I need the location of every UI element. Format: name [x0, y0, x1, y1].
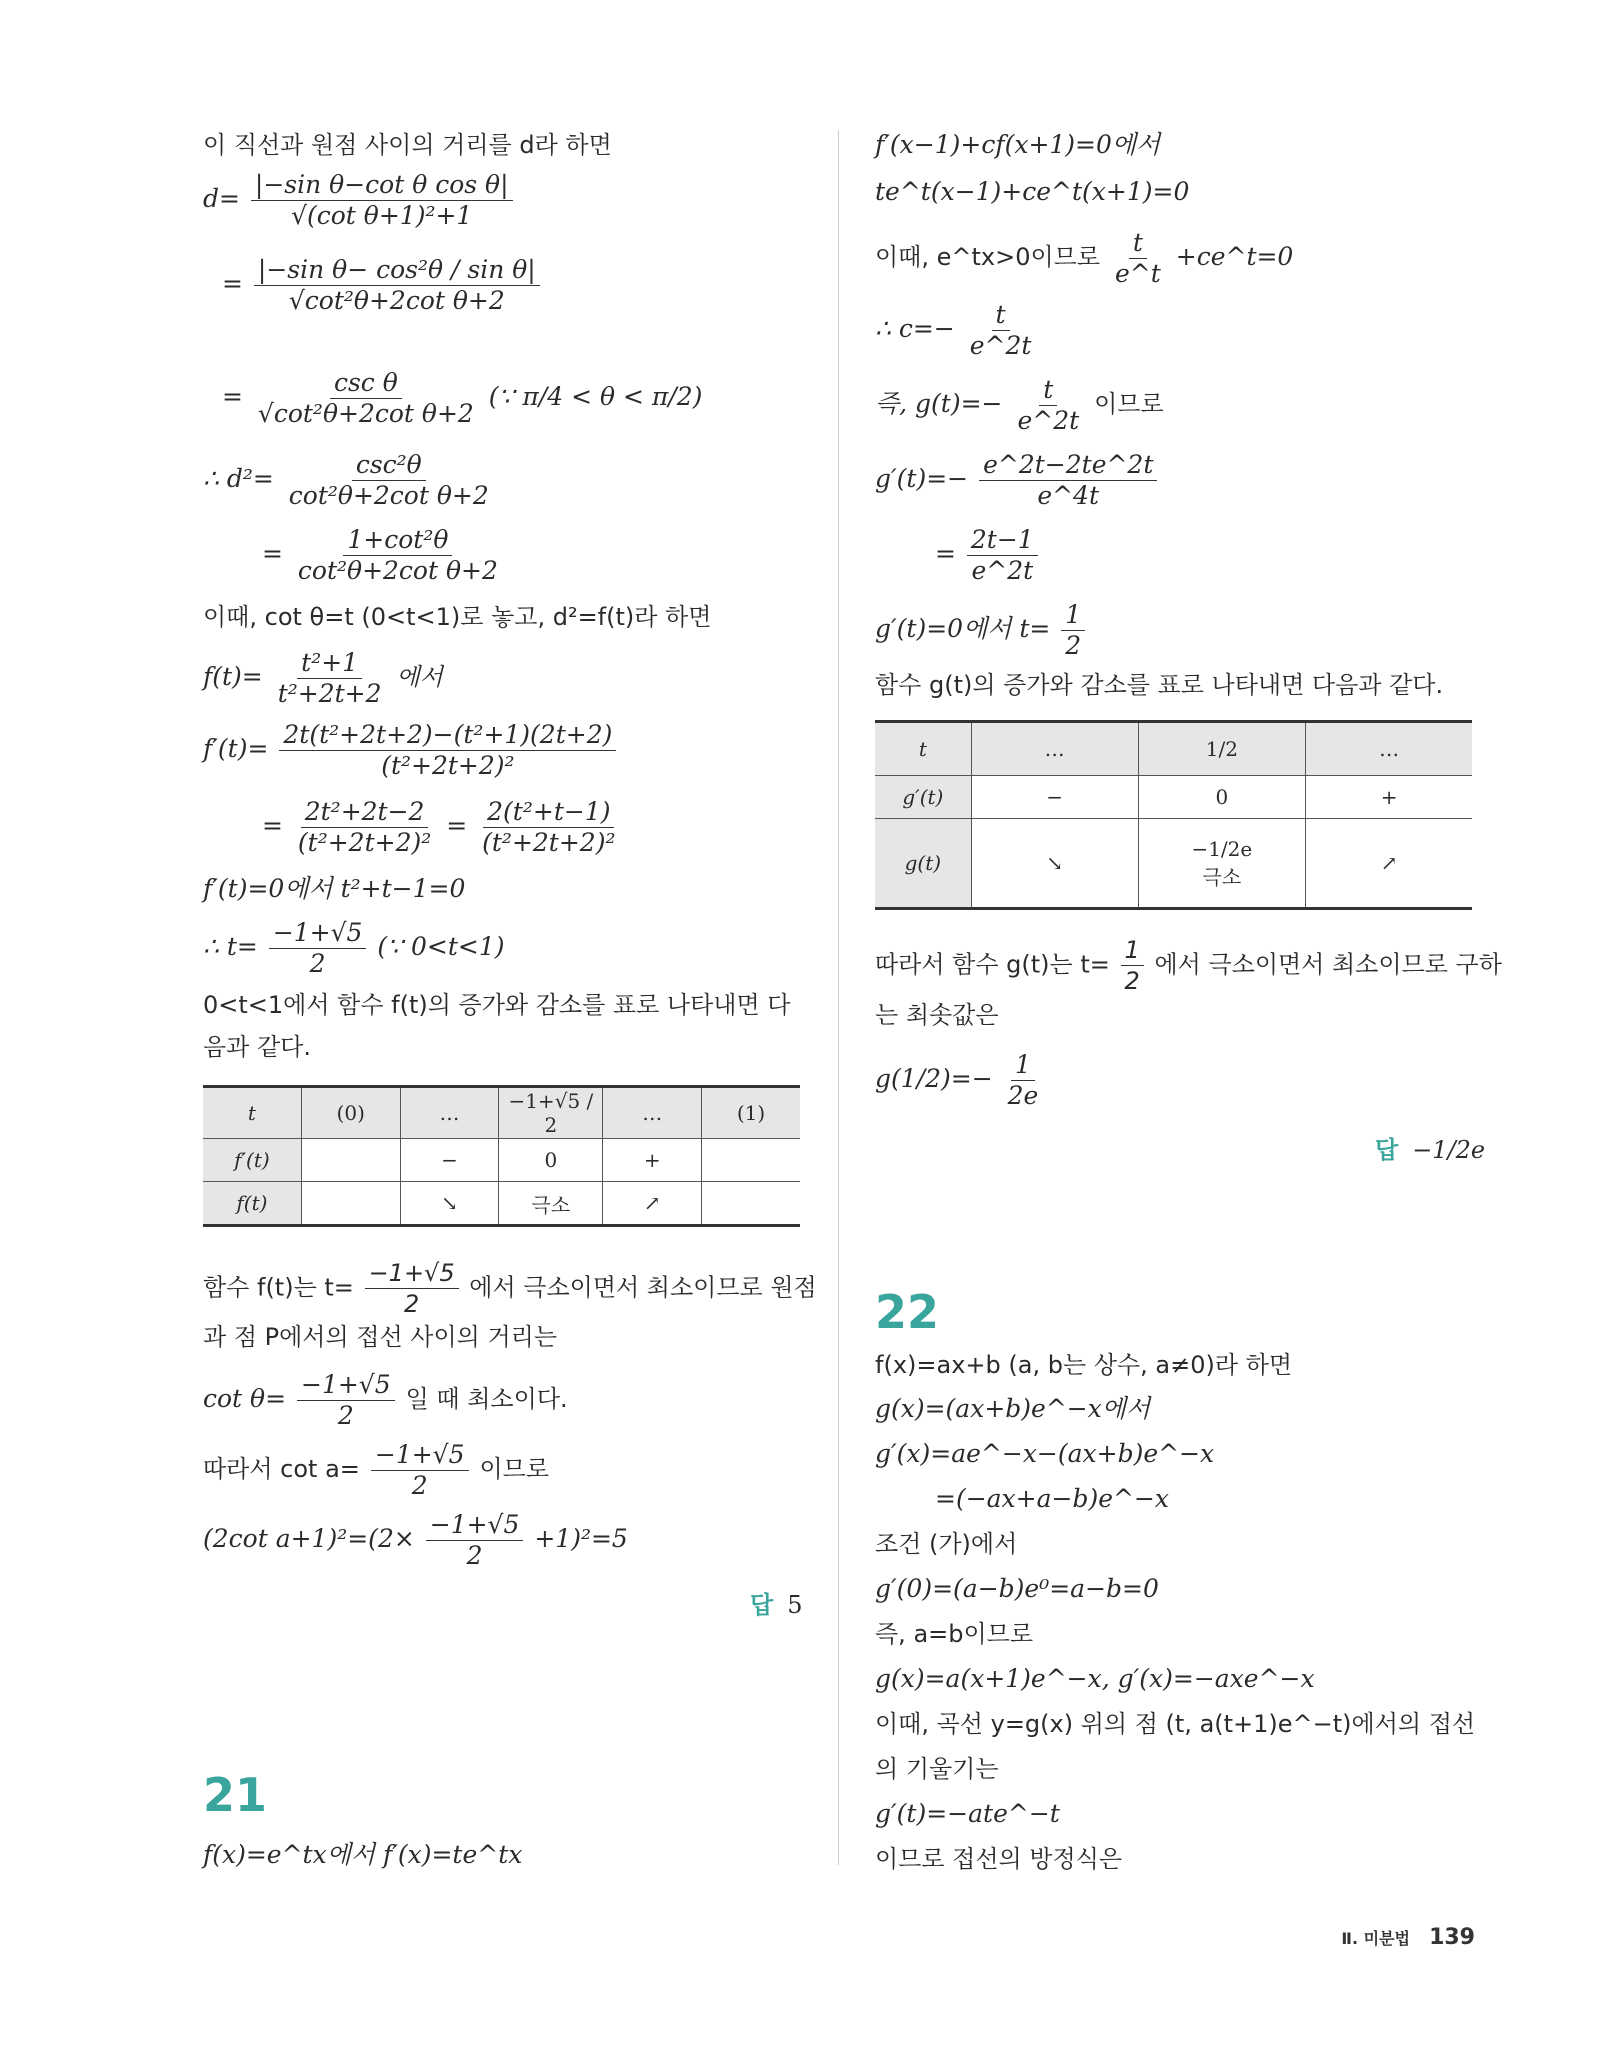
answer-value: 5 [787, 1591, 803, 1619]
r-line-3: 이때, e^tx>0이므로 $\frac{t}{e\^{}t}$ +ce^t=0 [875, 228, 1294, 288]
r-line-10: 따라서 함수 g(t)는 t= $\frac{1}{2}$ 에서 극소이면서 최소이므로 구하 [875, 936, 1502, 995]
answer-20 [750, 1585, 802, 1620]
problem-21-line: f(x)=e^tx에서 f′(x)=te^tx [203, 1840, 523, 1869]
substitution-line: 이때, cot θ=t (0<t<1)로 놓고, d²=f(t)라 하면 [203, 603, 712, 631]
r-line-6: g′(t)=− $\frac{e\^{}2t-2te\^{}2t}{e\^{}4t}$ [875, 450, 1160, 511]
r-line-2: te^t(x−1)+ce^t(x+1)=0 [875, 177, 1190, 206]
fraction: $\frac{\text{csc²θ}}{\text{cot²θ+2cot θ+2}}$ [288, 450, 489, 510]
s-line-4: =(−ax+a−b)e^−x [935, 1484, 1169, 1513]
fraction: $\frac{\text{2(t²+t−1)}}{\text{(t²+2t+2)²}}$ [482, 797, 616, 857]
answer-21 [1375, 1130, 1485, 1165]
s-line-1: f(x)=ax+b (a, b는 상수, a≠0)라 하면 [875, 1351, 1293, 1379]
r-line-11: 는 최솟값은 [875, 1001, 999, 1029]
r-line-12: g(1/2)=− $\frac{1}{2e}$ [875, 1050, 1045, 1111]
increase-decrease-table-f [203, 1085, 800, 1227]
d-squared-eq-2: = $\frac{\text{1+cot²θ}}{\text{cot²θ+2cot θ+2}}$ [262, 525, 505, 586]
condition-note: (∵ π/4 < θ < π/2) [488, 382, 703, 411]
page-number: 139 [1429, 1925, 1475, 1950]
f-derivative-2: = $\frac{\text{2t²+2t−2}}{\text{(t²+2t+2)²}}$ = $\frac{\text{2(t²+t−1)}}{\text{(t²+2t+2)²}}$ [262, 797, 622, 858]
fraction: $\frac{\text{|−sin θ−cot θ cos θ|}}{\text{√(cot θ+1)²+1}}$ [251, 170, 513, 231]
problem-number-21: 21 [203, 1768, 268, 1822]
s-line-2: g(x)=(ax+b)e^−x에서 [875, 1394, 1151, 1423]
fraction: $\frac{-1+√5}{2}$ [426, 1510, 524, 1571]
fraction: $\frac{1}{2}$ [1121, 935, 1144, 996]
s-line-3: g′(x)=ae^−x−(ax+b)e^−x [875, 1439, 1215, 1468]
distance-eq-1 [203, 170, 516, 231]
s-line-9: 이때, 곡선 y=g(x) 위의 점 (t, a(t+1)e^−t)에서의 접선 [875, 1710, 1476, 1738]
s-line-6: g′(0)=(a−b)e⁰=a−b=0 [875, 1574, 1159, 1603]
fraction: $\frac{-1+√5}{2}$ [371, 1440, 469, 1501]
page-footer [1341, 1925, 1475, 1950]
s-line-12: 이므로 접선의 방정식은 [875, 1845, 1123, 1873]
fraction: $\frac{\text{2t(t²+2t+2)−(t²+1)(2t+2)}}{\text{(t²+2t+2)²}}$ [279, 720, 616, 781]
r-line-5: 즉, g(t)=− $\frac{t}{e\^{}2t}$ 이므로 [875, 375, 1164, 435]
min-value: −1/2e [1191, 836, 1253, 861]
fraction: $\frac{1}{2}$ [1061, 600, 1085, 661]
table-row: f(t) ↘ 극소 ↗ [203, 1182, 800, 1226]
f-derivative-1: f′(t)= $\frac{\text{2t(t²+2t+2)−(t²+1)(2t+2)}}{\text{(t²+2t+2)²}}$ [203, 720, 619, 781]
chapter-label: Ⅱ. 미분법 [1341, 1929, 1410, 1948]
table-row: f′(t) − 0 + [203, 1139, 800, 1182]
fraction: $\frac{\text{|−sin θ− cos²θ / sin θ|}}{\text{√cot²θ+2cot θ+2}}$ [254, 255, 540, 316]
r-line-4: ∴ c=− $\frac{t}{e\^{}2t}$ [875, 300, 1038, 361]
t-solution: ∴ t= $\frac{-1+√5}{2}$ (∵ 0<t<1) [203, 918, 505, 978]
d-squared-eq-1: ∴ d²= $\frac{\text{csc²θ}}{\text{cot²θ+2cot θ+2}}$ [203, 450, 496, 511]
fraction: $\frac{\text{csc θ}}{\text{√cot²θ+2cot θ+2}}$ [257, 368, 474, 428]
conclusion-line-4: 따라서 cot a= $\frac{-1+√5}{2}$ 이므로 [203, 1440, 550, 1500]
conclusion-line-1: 함수 f(t)는 t= $\frac{-1+√5}{2}$ 에서 극소이면서 최소이므로 원점 [203, 1259, 817, 1318]
answer-value: −1/2e [1412, 1136, 1486, 1164]
answer-tag: 답 [750, 1591, 774, 1619]
table-row: t … 1/2 … [875, 722, 1472, 776]
s-line-5: 조건 (가)에서 [875, 1530, 1018, 1558]
s-line-8: g(x)=a(x+1)e^−x, g′(x)=−axe^−x [875, 1664, 1315, 1693]
f-derivative-zero: f′(t)=0에서 t²+t−1=0 [203, 874, 466, 903]
s-line-7: 즉, a=b이므로 [875, 1620, 1034, 1648]
fraction: $\frac{-1+√5}{2}$ [365, 1258, 459, 1319]
problem-number-22: 22 [875, 1285, 940, 1339]
fraction: $\frac{\text{t²+1}}{\text{t²+2t+2}}$ [277, 648, 382, 708]
s-line-11: g′(t)=−ate^−t [875, 1799, 1060, 1828]
conclusion-line-2: 과 점 P에서의 접선 사이의 거리는 [203, 1323, 558, 1351]
s-line-10: 의 기울기는 [875, 1755, 999, 1783]
min-label: 극소 [1202, 864, 1242, 889]
distance-eq-3: = $\frac{\text{csc θ}}{\text{√cot²θ+2cot θ+2}}$ (∵ π/4 < θ < π/2) [222, 368, 703, 428]
fraction: $\frac{2t-1}{e\^{}2t}$ [967, 525, 1038, 586]
fraction: $\frac{1}{2e}$ [1007, 1050, 1039, 1110]
eq-lhs: d= [203, 184, 240, 213]
table-row: g′(t) − 0 + [875, 776, 1472, 819]
fraction: $\frac{-1+√5}{2}$ [297, 1370, 395, 1431]
fraction: $\frac{e\^{}2t-2te\^{}2t}{e\^{}4t}$ [979, 450, 1157, 511]
column-divider [838, 130, 839, 1865]
r-line-7: = $\frac{2t-1}{e\^{}2t}$ [935, 525, 1041, 586]
distance-intro: 이 직선과 원점 사이의 거리를 d라 하면 [203, 131, 612, 159]
f-definition: f(t)= $\frac{\text{t²+1}}{\text{t²+2t+2}}$ 에서 [203, 648, 443, 708]
fraction: $\frac{t}{e\^{}t}$ [1115, 228, 1161, 288]
distance-eq-2: = $\frac{\text{|−sin θ− cos²θ / sin θ|}}{\text{√cot²θ+2cot θ+2}}$ [222, 255, 543, 316]
table-intro-2: 음과 같다. [203, 1033, 311, 1061]
r-table-intro: 함수 g(t)의 증가와 감소를 표로 나타내면 다음과 같다. [875, 671, 1444, 699]
table-intro-1: 0<t<1에서 함수 f(t)의 증가와 감소를 표로 나타내면 다 [203, 991, 791, 1019]
table-row: t (0) … −1+√5 / 2 … (1) [203, 1087, 800, 1139]
table-row: g(t) ↘ −1/2e 극소 ↗ [875, 819, 1472, 909]
conclusion-line-3: cot θ= $\frac{-1+√5}{2}$ 일 때 최소이다. [203, 1370, 568, 1430]
conclusion-line-5: (2cot a+1)²=(2× $\frac{-1+√5}{2}$ +1)²=5 [203, 1510, 628, 1570]
r-line-8: g′(t)=0에서 t= $\frac{1}{2}$ [875, 600, 1088, 661]
fraction: $\frac{-1+√5}{2}$ [269, 918, 367, 979]
fraction: $\frac{t}{e\^{}2t}$ [1017, 375, 1080, 435]
r-line-1: f′(x−1)+cf(x+1)=0에서 [875, 130, 1161, 159]
increase-decrease-table-g [875, 720, 1472, 910]
fraction: $\frac{t}{e\^{}2t}$ [969, 300, 1032, 360]
fraction: $\frac{\text{2t²+2t−2}}{\text{(t²+2t+2)²}}$ [297, 797, 432, 857]
answer-tag: 답 [1375, 1136, 1399, 1164]
fraction: $\frac{\text{1+cot²θ}}{\text{cot²θ+2cot θ+2}}$ [297, 525, 498, 585]
